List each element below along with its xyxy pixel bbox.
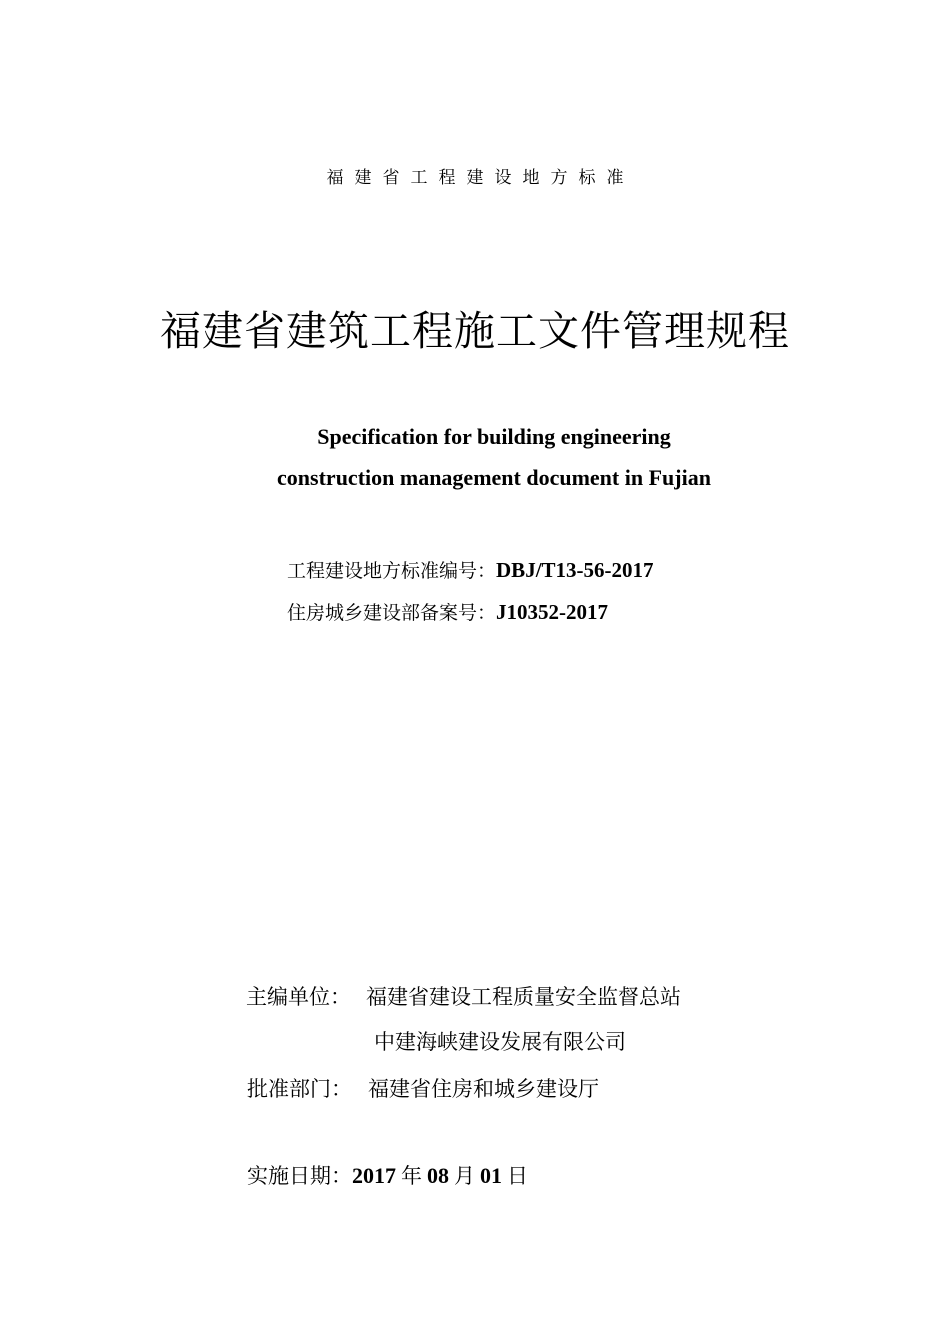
local-standard-number bbox=[287, 556, 654, 583]
record-number-value: J10352-2017 bbox=[496, 600, 609, 624]
effective-month: 08 bbox=[427, 1163, 449, 1188]
effective-date-label: 实施日期： bbox=[247, 1164, 352, 1188]
chief-editor-unit-1: 福建省建设工程质量安全监督总站 bbox=[366, 985, 681, 1009]
document-title-chinese: 福建省建筑工程施工文件管理规程 bbox=[160, 307, 790, 355]
document-title-english-line2: construction management document in Fujian bbox=[277, 465, 711, 490]
local-standard-label: 工程建设地方标准编号： bbox=[287, 560, 497, 582]
chief-editor-unit-2: 中建海峡建设发展有限公司 bbox=[374, 1030, 626, 1054]
approver-label: 批准部门： bbox=[247, 1077, 352, 1101]
approver-value: 福建省住房和城乡建设厅 bbox=[368, 1077, 599, 1101]
chief-editor-label: 主编单位： bbox=[246, 985, 351, 1009]
month-char: 月 bbox=[454, 1164, 475, 1188]
effective-date bbox=[247, 1160, 533, 1190]
record-number-label: 住房城乡建设部备案号： bbox=[287, 602, 497, 624]
record-number bbox=[287, 598, 608, 625]
effective-year: 2017 bbox=[352, 1163, 396, 1188]
document-title-english-line1: Specification for building engineering bbox=[317, 424, 671, 449]
local-standard-value: DBJ/T13-56-2017 bbox=[496, 558, 654, 582]
day-char: 日 bbox=[507, 1164, 528, 1188]
effective-day: 01 bbox=[480, 1163, 502, 1188]
year-char: 年 bbox=[401, 1164, 422, 1188]
standard-type-header: 福建省工程建设地方标准 bbox=[326, 168, 635, 188]
